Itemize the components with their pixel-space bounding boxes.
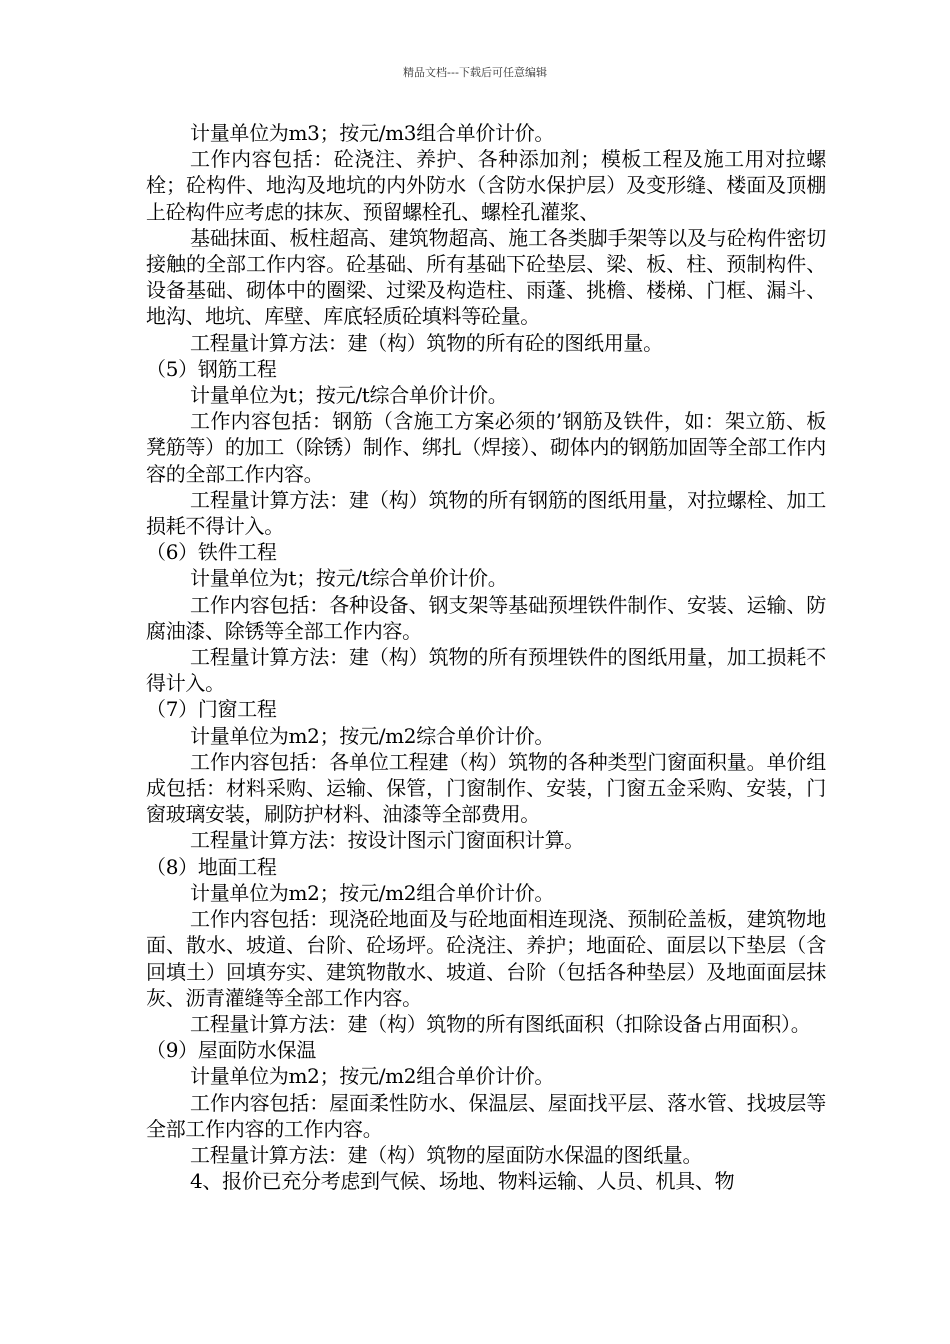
paragraph: 计量单位为m2；按元/m2组合单价计价。 [190,880,555,905]
paragraph: 工作内容包括：各种设备、钢支架等基础预埋铁件制作、安装、运输、防腐油漆、除锈等全部工作内容。 [146,592,826,643]
paragraph: 工作内容包括：屋面柔性防水、保温层、屋面找平层、落水管、找坡层等全部工作内容的工作内容。 [146,1090,826,1141]
paragraph: 计量单位为m2；按元/m2组合单价计价。 [190,1064,555,1089]
paragraph: 工作内容包括：现浇砼地面及与砼地面相连现浇、预制砼盖板，建筑物地面、散水、坡道、台阶、砼场坪。砼浇注、养护；地面砼、面层以下垫层（含回填土）回填夯实、建筑物散水、坡道、台阶（包括各种垫层）及地面面层抹灰、沥青灌缝等全部工作内容。 [146,907,826,1010]
paragraph: 计量单位为m3；按元/m3组合单价计价。 [190,121,555,145]
paragraph: 工作内容包括：砼浇注、养护、各种添加剂；模板工程及施工用对拉螺栓；砼构件、地沟及地坑的内外防水（含防水保护层）及变形缝、楼面及顶棚上砼构件应考虑的抹灰、预留螺栓孔、螺栓孔灌浆、 [146,147,826,224]
paragraph: 4、报价已充分考虑到气候、场地、物料运输、人员、机具、物 [190,1169,735,1194]
paragraph: 计量单位为t；按元/t综合单价计价。 [190,383,508,408]
page-header: 精品文档---下载后可任意编辑 [403,66,547,79]
section-heading: （7）门窗工程 [146,697,277,722]
paragraph: 计量单位为t；按元/t综合单价计价。 [190,566,508,591]
section-heading: （9）屋面防水保温 [146,1038,317,1063]
paragraph: 工作内容包括：各单位工程建（构）筑物的各种类型门窗面积量。单价组成包括：材料采购、运输、保管，门窗制作、安装，门窗五金采购、安装，门窗玻璃安装，刷防护材料、油漆等全部费用。 [146,749,826,827]
paragraph: 工程量计算方法：建（构）筑物的所有砼的图纸用量。 [190,330,663,355]
paragraph: 工程量计算方法：建（构）筑物的屋面防水保温的图纸量。 [190,1142,703,1167]
paragraph: 工作内容包括：钢筋（含施工方案必须的’钢筋及铁件，如：架立筋、板凳筋等）的加工（除锈）制作、绑扎（焊接）、砌体内的钢筋加固等全部工作内容的全部工作内容。 [146,409,826,486]
section-heading: （5）钢筋工程 [146,356,277,381]
paragraph: 工程量计算方法：建（构）筑物的所有钢筋的图纸用量，对拉螺栓、加工损耗不得计入。 [146,487,826,539]
paragraph: 工程量计算方法：建（构）筑物的所有预埋铁件的图纸用量，加工损耗不得计入。 [146,645,826,696]
paragraph: 计量单位为m2；按元/m2综合单价计价。 [190,723,555,748]
paragraph: 工程量计算方法：按设计图示门窗面积计算。 [190,828,584,853]
paragraph: 工程量计算方法：建（构）筑物的所有图纸面积（扣除设备占用面积）。 [190,1011,811,1036]
document-body [146,120,826,1194]
paragraph: 基础抹面、板柱超高、建筑物超高、施工各类脚手架等以及与砼构件密切接触的全部工作内容。砼基础、所有基础下砼垫层、梁、板、柱、预制构件、设备基础、砌体中的圈梁、过梁及构造柱、雨蓬、挑檐、楼梯、门框、漏斗、地沟、地坑、库壁、库底轻质砼填料等砼量。 [146,225,826,329]
section-heading: （6）铁件工程 [146,540,277,565]
section-heading: （8）地面工程 [146,854,277,879]
